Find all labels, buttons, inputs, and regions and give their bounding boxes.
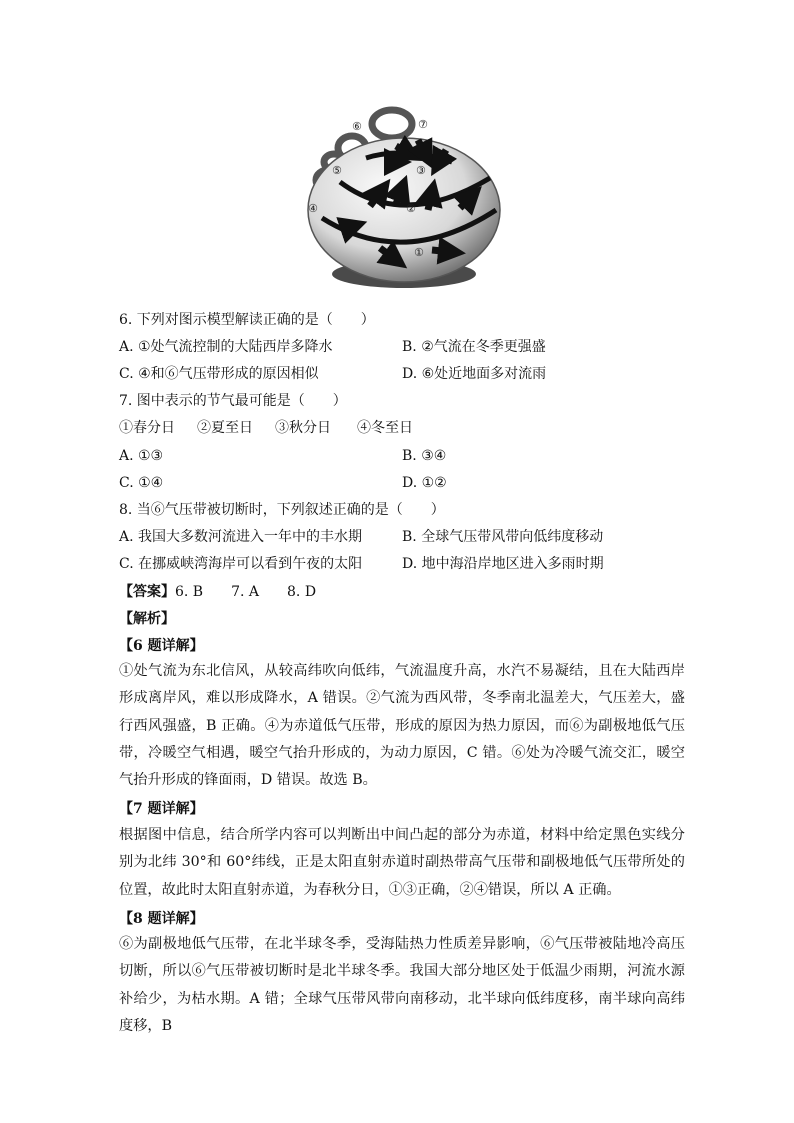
q8-option-a: A. 我国大多数河流进入一年中的丰水期 (119, 529, 363, 545)
detail-8-text: ⑥为副极地低气压带，在北半球冬季，受海陆热力性质差异影响，⑥气压带被陆地冷高压切断，所以⑥气压带被切断时是北半球冬季。我国大部分地区处于低温少雨期，河流水源补给少，为枯水期。A 错；全球气压带风带向南移动，北半球向低纬度移，南半球向高纬度移，B (119, 936, 685, 1034)
q7-option-c: C. ①④ (119, 475, 164, 491)
detail-7-text: 根据图中信息，结合所学内容可以判断出中间凸起的部分为赤道，材料中给定黑色实线分别为北纬 30°和 60°纬线，正是太阳直射赤道时副热带高气压带和副极地低气压带所处的位置，故此时太阳直射赤道，为春秋分日，①③正确，②④错误，所以 A 正确。 (119, 827, 685, 898)
q7-option-d: D. ①② (402, 475, 447, 491)
q7-choice-4: ④冬至日 (357, 420, 413, 436)
q6-option-c: C. ④和⑥气压带形成的原因相似 (119, 366, 319, 382)
q7-choice-2: ②夏至日 (197, 420, 253, 436)
q8-option-c: C. 在挪威峡湾海岸可以看到午夜的太阳 (119, 556, 363, 572)
analysis-label: 【解析】 (119, 611, 175, 627)
detail-6-heading: 【6 题详解】 (119, 638, 204, 654)
q8-option-d: D. 地中海沿岸地区进入多雨时期 (402, 556, 604, 572)
q7-choice-3: ③秋分日 (275, 420, 331, 436)
q6-option-a: A. ①处气流控制的大陆西岸多降水 (119, 339, 333, 355)
marker-6: ⑥ (352, 120, 362, 133)
marker-7: ⑦ (418, 118, 428, 131)
q6-option-b: B. ②气流在冬季更强盛 (402, 339, 546, 355)
marker-5: ⑤ (332, 164, 342, 177)
globe-sphere (308, 138, 500, 282)
marker-3: ③ (416, 164, 426, 177)
detail-7-heading: 【7 题详解】 (119, 801, 204, 817)
answer-text: 6. B 7. A 8. D (175, 584, 317, 600)
q8-option-b: B. 全球气压带风带向低纬度移动 (402, 529, 604, 545)
answer-label: 【答案】 (119, 584, 175, 600)
marker-4: ④ (308, 202, 318, 215)
q7-option-b: B. ③④ (402, 448, 447, 464)
detail-8-heading: 【8 题详解】 (119, 911, 204, 927)
detail-6-text: ①处气流为东北信风，从较高纬吹向低纬，气流温度升高，水汽不易凝结，且在大陆西岸形成离岸风，难以形成降水，A 错误。②气流为西风带，冬季南北温差大，气压差大，盛行西风强盛，B 正确。④为赤道低气压带，形成的原因为热力原因，而⑥为副极地低气压带，冷暖空气相遇，暖空气抬升形成的，为动力原因，C 错。⑥处为冷暖气流交汇，暖空气抬升形成的锋面雨，D 错误。故选 B。 (119, 663, 685, 789)
q8-stem: 8. 当⑥气压带被切断时，下列叙述正确的是（ ） (119, 502, 445, 518)
q7-choice-1: ①春分日 (119, 420, 175, 436)
q6-option-d: D. ⑥处近地面多对流雨 (402, 366, 547, 382)
marker-1: ① (414, 246, 424, 259)
q7-option-a: A. ①③ (119, 448, 164, 464)
globe-model-figure (300, 100, 504, 292)
answer-line (119, 582, 316, 602)
marker-2: ② (406, 202, 416, 215)
q7-stem: 7. 图中表示的节气最可能是（ ） (119, 393, 347, 409)
q6-stem: 6. 下列对图示模型解读正确的是（ ） (119, 312, 375, 328)
